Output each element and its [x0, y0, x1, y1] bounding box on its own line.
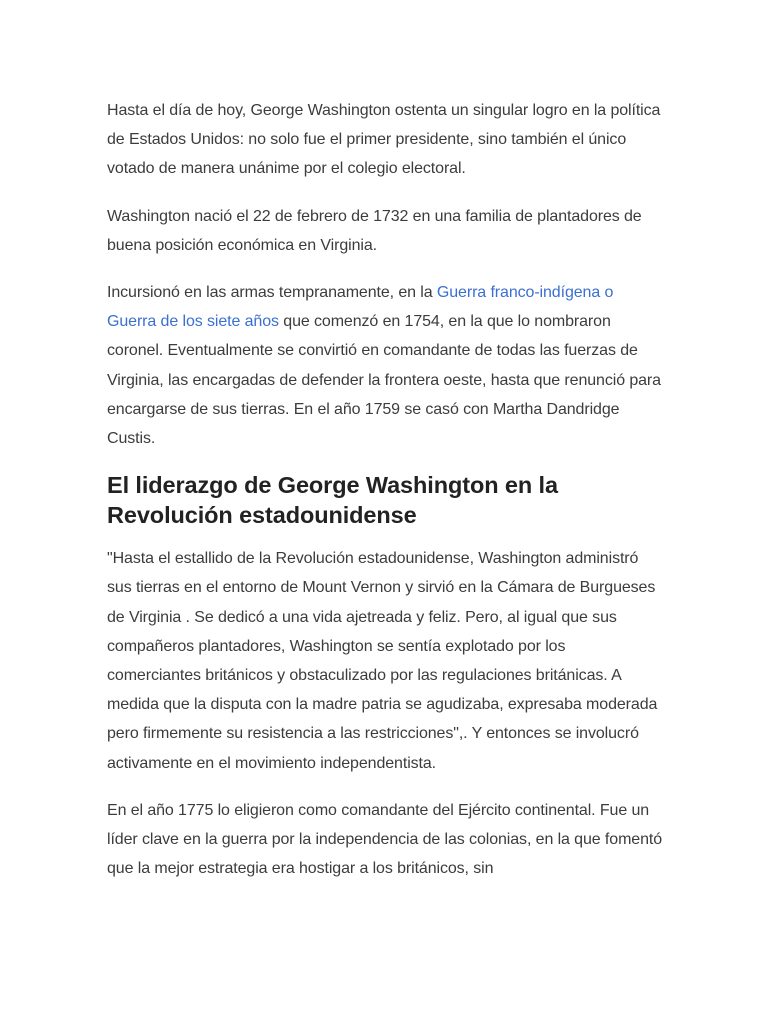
- paragraph-military: [107, 278, 663, 453]
- paragraph-birth: Washington nació el 22 de febrero de 1732 en una familia de plantadores de buena posición económica en Virginia.: [107, 207, 642, 254]
- section-heading: El liderazgo de George Washington en la Revolución estadounidense: [107, 472, 558, 528]
- paragraph-military-text-end: que comenzó en 1754, en la que lo nombraron coronel. Eventualmente se convirtió en comandante de todas las fuerzas de Virginia, las encargadas de defender la frontera oeste, hasta que renunció para encargarse de sus tierras. En el año 1759 se casó con Martha Dandridge Custis.: [107, 313, 661, 448]
- link-french-indian-war[interactable]: Guerra franco-indígena o Guerra de los siete años: [107, 284, 614, 331]
- article-body: [107, 96, 663, 883]
- paragraph-military-text-start: Incursionó en las armas tempranamente, en la: [107, 284, 437, 302]
- paragraph-revolution-quote: "Hasta el estallido de la Revolución estadounidense, Washington administró sus tierras en el entorno de Mount Vernon y sirvió en la Cámara de Burgueses de Virginia . Se dedicó a una vida ajetreada y feliz. Pero, al igual que sus compañeros plantadores, Washington se sentía explotado por los comerciantes británicos y obstaculizado por las regulaciones británicas. A medida que la disputa con la madre patria se agudizaba, expresaba moderada pero firmemente su resistencia a las restricciones",. Y entonces se involucró activamente en el movimiento independentista.: [107, 550, 658, 772]
- paragraph-continental-army: En el año 1775 lo eligieron como comandante del Ejército continental. Fue un líder clave en la guerra por la independencia de las colonias, en la que fomentó que la mejor estrategia era hostigar a los británicos, sin: [107, 801, 663, 878]
- paragraph-intro: Hasta el día de hoy, George Washington ostenta un singular logro en la política de Estados Unidos: no solo fue el primer presidente, sino también el único votado de manera unánime por el colegio electoral.: [107, 102, 661, 178]
